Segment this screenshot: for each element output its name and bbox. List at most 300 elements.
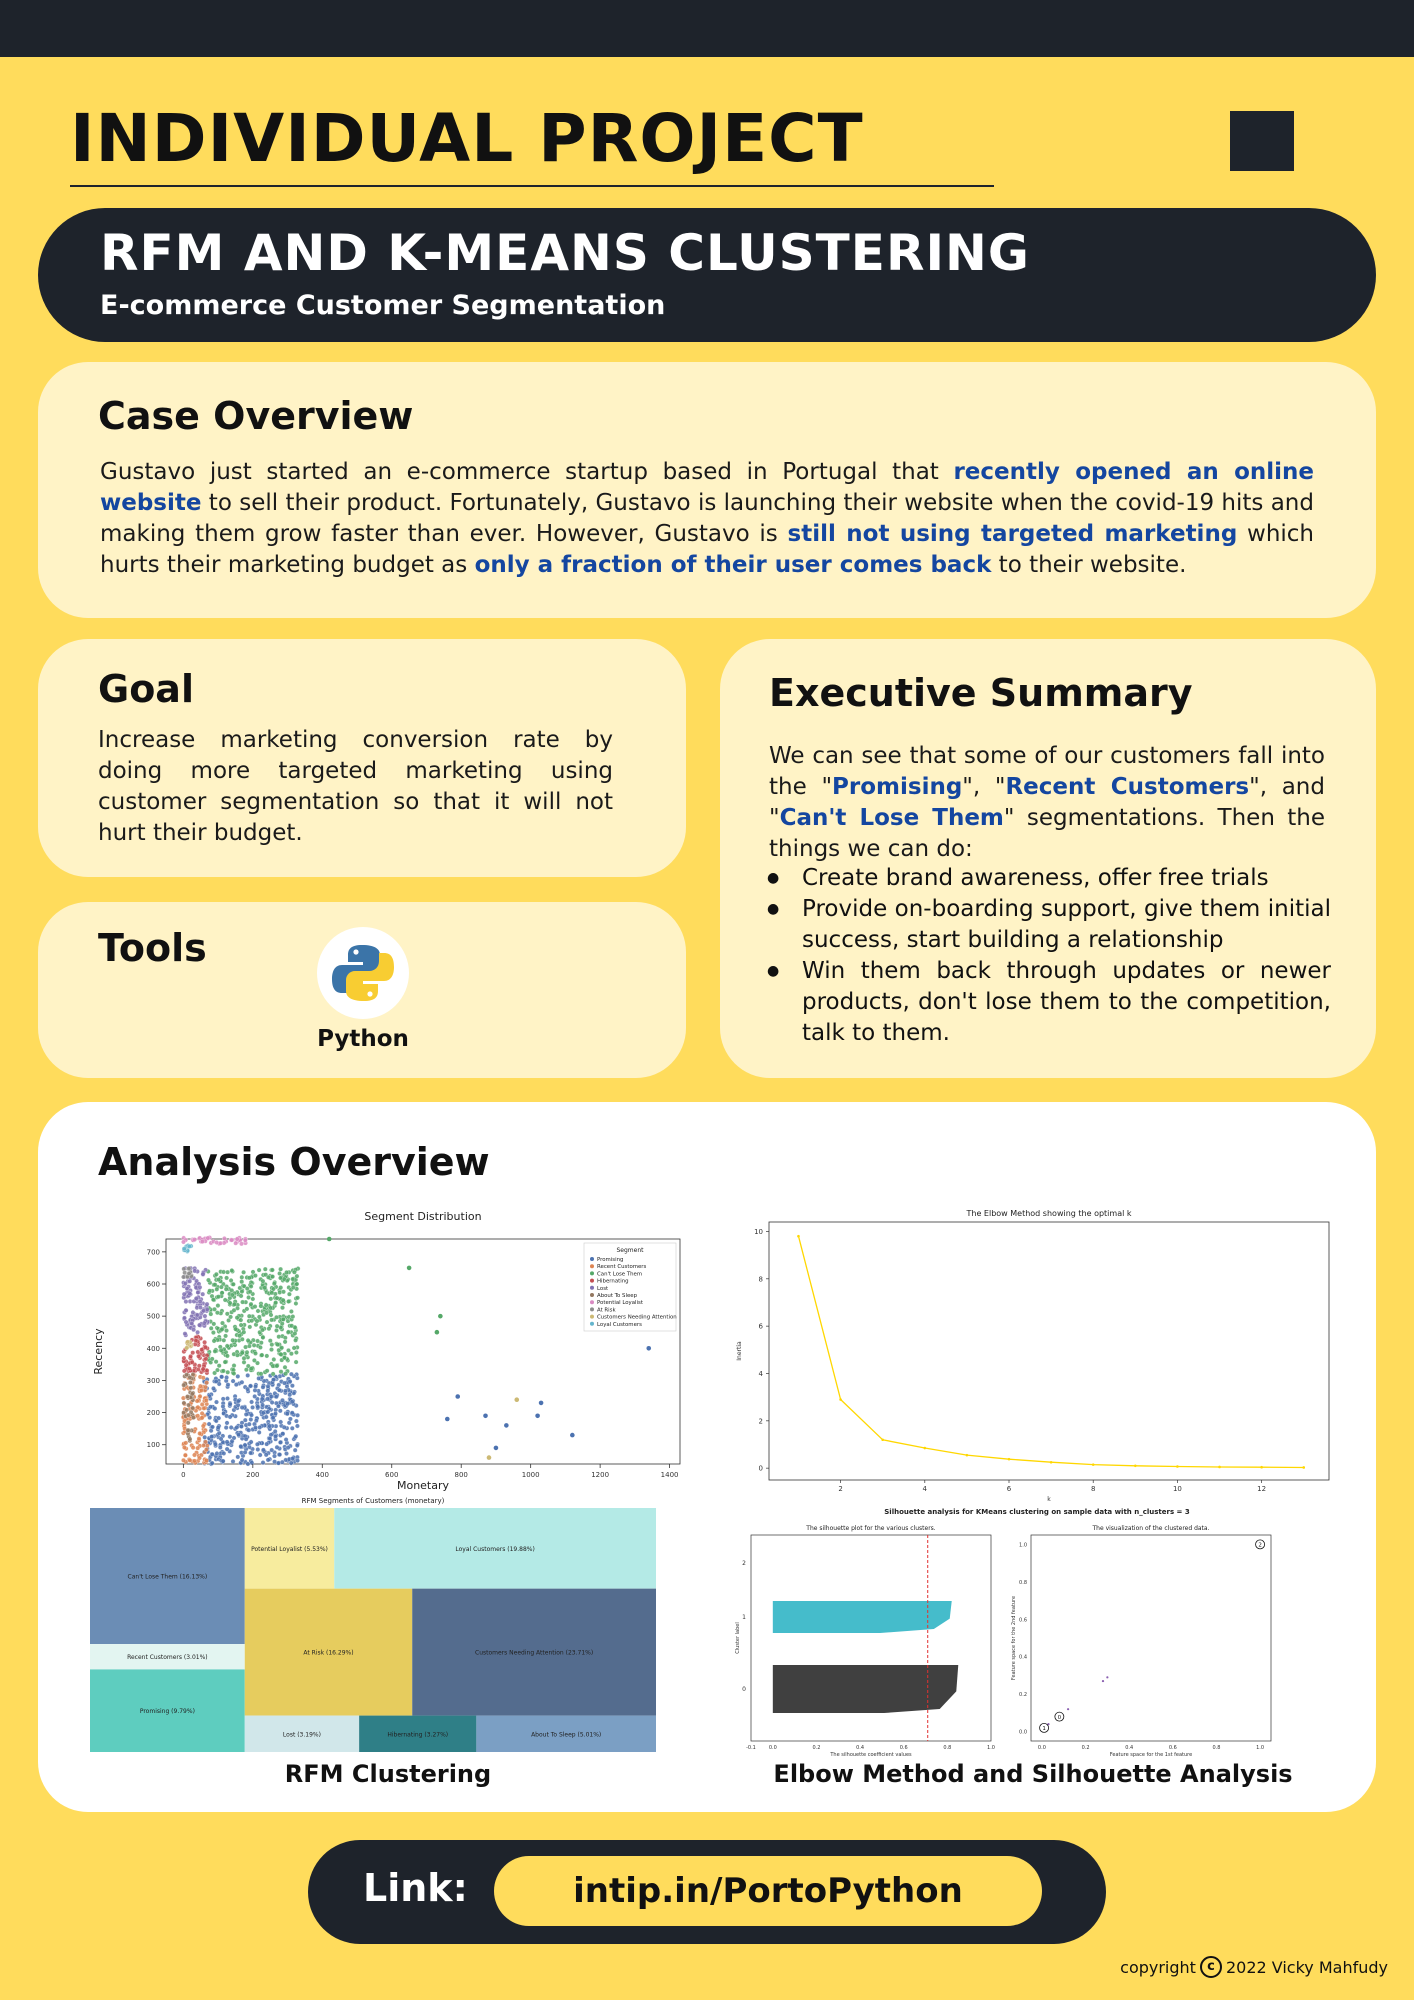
data-point: [264, 1415, 268, 1419]
data-point: [327, 1237, 332, 1242]
data-point: [251, 1270, 255, 1274]
y-tick-label: 1.0: [1019, 1542, 1027, 1549]
data-point: [289, 1309, 293, 1313]
data-point: [274, 1328, 278, 1332]
banner-title: RFM AND K-MEANS CLUSTERING: [100, 224, 1030, 282]
data-point: [211, 1330, 215, 1334]
body-text: We can see that some of our customers fall into the ": [769, 743, 1325, 800]
cluster-center-label: 0: [1057, 1714, 1062, 1721]
legend-entry: Loyal Customers: [597, 1321, 642, 1328]
x-tick-label: 0.4: [856, 1745, 865, 1751]
data-point: [279, 1352, 283, 1356]
python-logo-icon: [317, 927, 409, 1019]
rfm-caption: RFM Clustering: [284, 1760, 492, 1788]
highlight-text: Promising: [832, 774, 963, 800]
data-point: [209, 1326, 213, 1330]
data-point: [242, 1360, 246, 1364]
data-point: [249, 1400, 253, 1404]
data-point: [294, 1360, 298, 1364]
data-point: [196, 1290, 200, 1294]
data-point: [445, 1417, 450, 1422]
data-point: [230, 1268, 234, 1272]
tools-heading: Tools: [98, 926, 207, 970]
data-point: [186, 1340, 190, 1344]
data-point: [258, 1345, 262, 1349]
data-point: [191, 1415, 195, 1419]
data-point: [265, 1369, 269, 1373]
data-point: [190, 1321, 194, 1325]
y-tick-label: 400: [146, 1344, 160, 1353]
data-point: [224, 1287, 228, 1291]
data-point: [274, 1395, 278, 1399]
legend-entry: Customers Needing Attention: [597, 1314, 677, 1321]
data-point: [188, 1354, 192, 1358]
data-point: [215, 1368, 219, 1372]
data-point: [220, 1327, 224, 1331]
data-point: [201, 1309, 205, 1313]
x-tick-label: 0.8: [1212, 1745, 1221, 1751]
data-point: [275, 1364, 279, 1368]
data-point: [234, 1241, 238, 1245]
case-overview-card: [38, 362, 1376, 618]
data-point: [284, 1270, 288, 1274]
y-tick-label: 2: [758, 1417, 763, 1426]
x-tick-label: 200: [246, 1471, 260, 1479]
data-point: [239, 1424, 243, 1428]
data-point: [222, 1236, 226, 1240]
data-point: [247, 1314, 251, 1318]
case-overview-text: [100, 457, 1314, 581]
data-point: [280, 1398, 284, 1402]
x-tick-label: 1.0: [1256, 1745, 1265, 1751]
data-point: [225, 1396, 229, 1400]
data-point: [252, 1343, 256, 1347]
data-point: [289, 1352, 293, 1356]
data-point: [187, 1244, 191, 1248]
data-point: [264, 1311, 268, 1315]
data-point: [202, 1340, 206, 1344]
data-point: [251, 1297, 255, 1301]
data-point: [257, 1315, 261, 1319]
data-point: [203, 1435, 207, 1439]
data-point: [273, 1434, 277, 1438]
inertia-point: [1176, 1465, 1179, 1468]
data-point: [183, 1332, 187, 1336]
data-point: [252, 1358, 256, 1362]
inertia-point: [839, 1398, 842, 1401]
rfm-treemap-chart: [90, 1494, 660, 1756]
data-point: [184, 1299, 188, 1303]
inertia-point: [1008, 1458, 1011, 1461]
data-point: [188, 1458, 192, 1462]
legend-entry: At Risk: [597, 1307, 616, 1314]
treemap-cell-label: Promising (9.79%): [139, 1708, 195, 1716]
data-point: [286, 1299, 290, 1303]
x-tick-label: 10: [1172, 1485, 1182, 1493]
data-point: [285, 1412, 289, 1416]
data-point: [204, 1448, 208, 1452]
data-point: [212, 1322, 216, 1326]
x-tick-label: 0.0: [768, 1745, 777, 1751]
data-point: [246, 1373, 250, 1377]
executive-summary-text: [769, 741, 1325, 865]
data-point: [186, 1403, 190, 1407]
data-point: [269, 1318, 273, 1322]
data-point: [226, 1370, 230, 1374]
data-point: [253, 1304, 257, 1308]
y-tick-label: 0.4: [1019, 1654, 1027, 1661]
data-point: [280, 1460, 284, 1464]
x-tick-label: 8: [1090, 1485, 1096, 1493]
elbow-silhouette-caption: Elbow Method and Silhouette Analysis: [773, 1760, 1293, 1788]
data-point: [225, 1354, 229, 1358]
data-point: [228, 1415, 232, 1419]
data-point: [278, 1276, 282, 1280]
data-point: [263, 1267, 267, 1271]
data-point: [219, 1348, 223, 1352]
data-point: [191, 1406, 195, 1410]
x-tick-label: 0.0: [1037, 1745, 1046, 1751]
data-point: [208, 1405, 212, 1409]
data-point: [181, 1240, 185, 1244]
data-point: [274, 1300, 278, 1304]
data-point: [181, 1458, 185, 1462]
data-point: [231, 1459, 235, 1463]
data-point: [190, 1360, 194, 1364]
x-axis-label: Feature space for the 1st feature: [1109, 1752, 1193, 1758]
x-tick-label: 0.6: [1168, 1745, 1177, 1751]
data-point: [184, 1373, 188, 1377]
inertia-point: [1134, 1464, 1137, 1467]
data-point: [646, 1346, 651, 1351]
data-point: [196, 1354, 200, 1358]
data-point: [274, 1315, 278, 1319]
data-point: [277, 1388, 281, 1392]
data-point: [269, 1313, 273, 1317]
data-point: [289, 1372, 293, 1376]
data-point: [283, 1372, 287, 1376]
data-point: [215, 1287, 219, 1291]
data-point: [192, 1453, 196, 1457]
data-point: [225, 1421, 229, 1425]
data-point: [182, 1292, 186, 1296]
silhouette-analysis-chart: [731, 1502, 1343, 1764]
x-tick-label: 400: [315, 1471, 329, 1479]
data-point: [225, 1312, 229, 1316]
data-point: [292, 1270, 296, 1274]
data-point: [272, 1454, 276, 1458]
data-point: [247, 1422, 251, 1426]
silhouette-band: [773, 1601, 952, 1633]
executive-summary-heading: Executive Summary: [769, 671, 1193, 715]
data-point: [250, 1405, 254, 1409]
data-point: [216, 1425, 220, 1429]
copyright-footer: [1120, 1956, 1388, 1978]
data-point: [189, 1386, 193, 1390]
treemap-cell-label: Loyal Customers (19.88%): [455, 1545, 535, 1553]
data-point: [287, 1421, 291, 1425]
data-point: [283, 1340, 287, 1344]
data-point: [236, 1455, 240, 1459]
data-point: [293, 1338, 297, 1342]
data-point: [278, 1267, 282, 1271]
data-point: [268, 1339, 272, 1343]
data-point: [190, 1392, 194, 1396]
data-point: [195, 1399, 199, 1403]
data-point: [200, 1411, 204, 1415]
data-point: [197, 1323, 201, 1327]
data-point: [239, 1294, 243, 1298]
data-point: [224, 1375, 228, 1379]
data-point: [194, 1296, 198, 1300]
copyright-text: 2022 Vicky Mahfudy: [1225, 1957, 1388, 1977]
data-point: [182, 1445, 186, 1449]
data-point: [288, 1417, 292, 1421]
data-point: [196, 1446, 200, 1450]
legend-entry: Recent Customers: [597, 1264, 647, 1271]
highlight-text: Recent Customers: [1005, 774, 1250, 800]
link-bar: [308, 1840, 1106, 1944]
data-point: [247, 1428, 251, 1432]
data-point: [260, 1397, 264, 1401]
data-point: [249, 1367, 253, 1371]
data-point: [271, 1416, 275, 1420]
treemap-cell-label: Hibernating (3.27%): [387, 1731, 449, 1739]
legend-entry: About To Sleep: [597, 1293, 638, 1299]
legend-marker: [590, 1293, 594, 1297]
data-point: [249, 1440, 253, 1444]
data-point: [219, 1375, 223, 1379]
data-point: [212, 1339, 216, 1343]
data-point: [290, 1400, 294, 1404]
data-point: [271, 1372, 275, 1376]
data-point: [243, 1238, 247, 1242]
data-point: [221, 1369, 225, 1373]
data-point: [240, 1275, 244, 1279]
data-point: [257, 1376, 261, 1380]
data-point: [221, 1270, 225, 1274]
data-point: [201, 1367, 205, 1371]
data-point: [182, 1247, 186, 1251]
data-point: [222, 1338, 226, 1342]
y-axis-label: Feature space for the 2nd feature: [1011, 1595, 1017, 1681]
project-link[interactable]: intip.in/PortoPython: [494, 1856, 1042, 1926]
data-point: [216, 1295, 220, 1299]
goal-text: Increase marketing conversion rate by doing more targeted marketing using customer segmentation so that it will not hurt their budget.: [98, 727, 613, 846]
data-point: [234, 1382, 238, 1386]
data-point: [253, 1384, 257, 1388]
data-point: [198, 1285, 202, 1289]
y-tick-label: 600: [146, 1280, 160, 1289]
data-point: [295, 1458, 299, 1462]
y-tick-label: 2: [742, 1560, 746, 1567]
data-point: [231, 1379, 235, 1383]
data-point: [211, 1297, 215, 1301]
y-tick-label: 4: [758, 1369, 763, 1378]
data-point: [197, 1364, 201, 1368]
data-point: [265, 1397, 269, 1401]
inertia-point: [1092, 1463, 1095, 1466]
data-point: [266, 1275, 270, 1279]
inertia-point: [1302, 1466, 1305, 1469]
data-point: [184, 1441, 188, 1445]
data-point: [200, 1416, 204, 1420]
data-point: [278, 1440, 282, 1444]
highlight-text: Can't Lose Them: [779, 805, 1004, 831]
data-point: [239, 1323, 243, 1327]
data-point: [282, 1425, 286, 1429]
data-point: [494, 1446, 499, 1451]
data-point: [231, 1282, 235, 1286]
y-axis-label: Cluster label: [735, 1622, 741, 1654]
data-point: [224, 1276, 228, 1280]
data-point: [236, 1432, 240, 1436]
data-point: [260, 1328, 264, 1332]
data-point: [197, 1456, 201, 1460]
data-point: [289, 1461, 293, 1465]
data-point: [237, 1334, 241, 1338]
data-point: [185, 1394, 189, 1398]
data-point: [250, 1461, 254, 1465]
data-point: [256, 1309, 260, 1313]
data-point: [265, 1320, 269, 1324]
summary-bullet: ● Win them back through updates or newer products, don't lose them to the competition, talk to them.: [761, 956, 1331, 1049]
data-point: [244, 1412, 248, 1416]
data-point: [195, 1330, 199, 1334]
data-point: [228, 1402, 232, 1406]
data-point: [291, 1277, 295, 1281]
data-point: [246, 1295, 250, 1299]
data-point: [268, 1436, 272, 1440]
data-point: [487, 1455, 492, 1460]
data-point: [235, 1425, 239, 1429]
treemap-cell-label: Lost (3.19%): [282, 1731, 321, 1739]
data-point: [230, 1238, 234, 1242]
data-point: [260, 1353, 264, 1357]
data-point: [272, 1282, 276, 1286]
data-point: [265, 1354, 269, 1358]
data-point: [188, 1437, 192, 1441]
data-point: [255, 1442, 259, 1446]
inertia-point: [797, 1235, 800, 1238]
data-point: [228, 1435, 232, 1439]
data-point: [186, 1413, 190, 1417]
data-point: [211, 1386, 215, 1390]
page-title: INDIVIDUAL PROJECT: [70, 100, 864, 177]
data-point: [271, 1364, 275, 1368]
data-point: [295, 1424, 299, 1428]
cluster-point: [1106, 1676, 1108, 1678]
data-point: [230, 1293, 234, 1297]
treemap-cell-label: Potential Loyalist (5.53%): [251, 1545, 328, 1553]
cluster-point: [1067, 1708, 1069, 1710]
data-point: [257, 1268, 261, 1272]
data-point: [269, 1394, 273, 1398]
goal-heading: Goal: [98, 667, 194, 711]
data-point: [248, 1325, 252, 1329]
copyright-label: copyright: [1120, 1957, 1196, 1977]
data-point: [264, 1303, 268, 1307]
inertia-point: [881, 1438, 884, 1441]
silhouette-title: The silhouette plot for the various clusters.: [806, 1525, 936, 1532]
treemap-cell-label: Can't Lose Them (16.13%): [127, 1573, 208, 1581]
data-point: [220, 1321, 224, 1325]
data-point: [280, 1306, 284, 1310]
data-point: [221, 1397, 225, 1401]
data-point: [232, 1302, 236, 1306]
chart-title: The Elbow Method showing the optimal k: [966, 1209, 1132, 1218]
link-label: Link:: [363, 1866, 468, 1910]
x-tick-label: 4: [922, 1485, 928, 1493]
data-point: [202, 1406, 206, 1410]
data-point: [216, 1303, 220, 1307]
treemap-cell-label: Recent Customers (3.01%): [127, 1654, 208, 1662]
data-point: [256, 1405, 260, 1409]
data-point: [258, 1453, 262, 1457]
data-point: [287, 1292, 291, 1296]
executive-summary-card: [720, 639, 1376, 1078]
data-point: [281, 1298, 285, 1302]
data-point: [295, 1296, 299, 1300]
y-tick-label: 500: [146, 1312, 160, 1321]
data-point: [239, 1444, 243, 1448]
python-tool-label: Python: [317, 1026, 409, 1052]
data-point: [221, 1459, 225, 1463]
data-point: [210, 1357, 214, 1361]
banner-subtitle: E-commerce Customer Segmentation: [100, 290, 666, 321]
data-point: [283, 1365, 287, 1369]
data-point: [194, 1338, 198, 1342]
data-point: [223, 1334, 227, 1338]
data-point: [290, 1411, 294, 1415]
plot-area: [1031, 1535, 1271, 1741]
data-point: [229, 1425, 233, 1429]
data-point: [269, 1347, 273, 1351]
data-point: [204, 1398, 208, 1402]
data-point: [198, 1299, 202, 1303]
data-point: [248, 1290, 252, 1294]
data-point: [218, 1241, 222, 1245]
data-point: [213, 1442, 217, 1446]
data-point: [191, 1310, 195, 1314]
highlight-text: recently opened an online website: [100, 459, 1314, 516]
data-point: [186, 1428, 190, 1432]
data-point: [232, 1436, 236, 1440]
data-point: [225, 1440, 229, 1444]
data-point: [255, 1339, 259, 1343]
data-point: [286, 1445, 290, 1449]
data-point: [294, 1350, 298, 1354]
data-point: [240, 1458, 244, 1462]
data-point: [435, 1330, 440, 1335]
data-point: [217, 1364, 221, 1368]
data-point: [184, 1320, 188, 1324]
data-point: [185, 1346, 189, 1350]
data-point: [183, 1281, 187, 1285]
data-point: [259, 1372, 263, 1376]
data-point: [249, 1302, 253, 1306]
corner-square-decoration: [1230, 111, 1294, 171]
data-point: [214, 1272, 218, 1276]
data-point: [294, 1301, 298, 1305]
data-point: [290, 1324, 294, 1328]
data-point: [253, 1425, 257, 1429]
data-point: [187, 1367, 191, 1371]
data-point: [249, 1417, 253, 1421]
data-point: [245, 1307, 249, 1311]
data-point: [272, 1357, 276, 1361]
x-tick-label: 0: [181, 1471, 186, 1479]
